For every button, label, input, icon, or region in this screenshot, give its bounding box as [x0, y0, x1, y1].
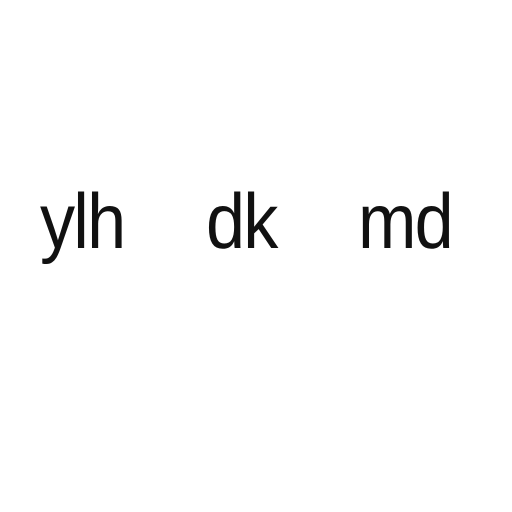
- word-3: md: [358, 177, 452, 265]
- word-1: ylh: [40, 177, 125, 265]
- word-2: dk: [206, 177, 277, 265]
